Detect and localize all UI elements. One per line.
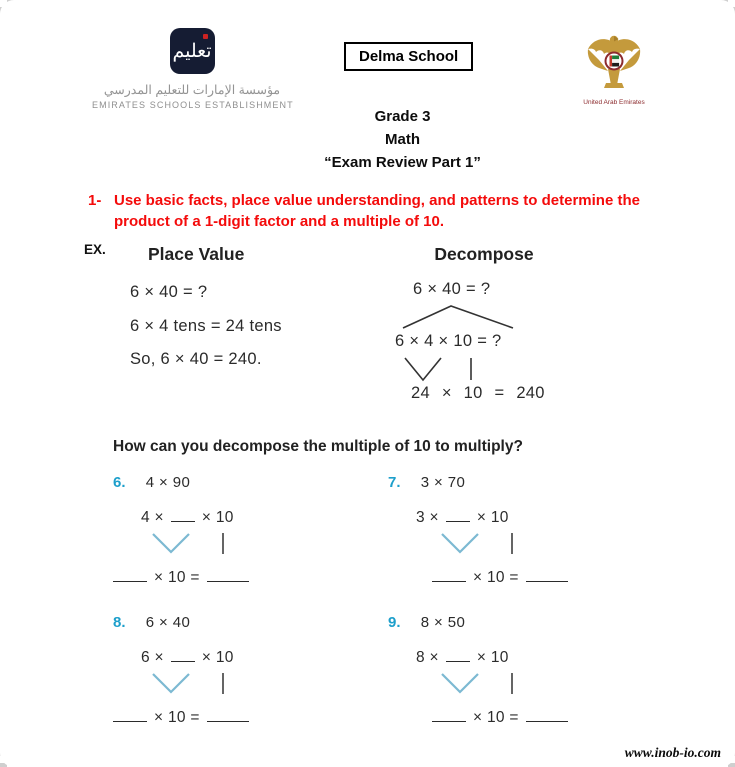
ese-english-name: EMIRATES SCHOOLS ESTABLISHMENT bbox=[92, 100, 294, 110]
logo-red-dot-icon bbox=[203, 34, 208, 39]
problem-8 bbox=[113, 614, 353, 744]
problem-9 bbox=[388, 614, 628, 744]
answer-blank bbox=[526, 568, 568, 582]
factor-text: 3 × bbox=[416, 509, 439, 526]
ese-calligraphy-box bbox=[170, 28, 215, 74]
branch-lines bbox=[432, 530, 562, 558]
times-ten-text: × 10 bbox=[476, 649, 509, 666]
ese-arabic-name: مؤسسة الإمارات للتعليم المدرسي bbox=[103, 83, 281, 97]
uae-falcon-icon bbox=[585, 33, 643, 93]
school-name: Delma School bbox=[359, 48, 459, 65]
answer-blank bbox=[113, 568, 147, 582]
place-value-title: Place Value bbox=[148, 244, 245, 264]
times-ten-text: × 10 bbox=[201, 649, 234, 666]
answer-blank bbox=[432, 708, 466, 722]
ese-calligraphy-text: تعليم bbox=[172, 40, 212, 62]
answer-blank bbox=[207, 568, 249, 582]
decompose-row bbox=[416, 508, 509, 527]
problem-expression: 4 × 90 bbox=[145, 474, 191, 491]
branch-lines bbox=[143, 670, 273, 698]
times-ten-text: × 10 bbox=[201, 509, 234, 526]
answer-blank bbox=[113, 708, 147, 722]
factor-text: 4 × bbox=[141, 509, 164, 526]
instruction-text: Use basic facts, place value understanding, and patterns to determine the product of a 1-digit factor and a multiple of 10. bbox=[114, 192, 640, 230]
answer-blank bbox=[171, 648, 195, 662]
ese-logo bbox=[92, 28, 292, 110]
factor-text: 6 × bbox=[141, 649, 164, 666]
problem-number: 8. bbox=[113, 614, 126, 631]
answer-blank bbox=[526, 708, 568, 722]
decompose-merge-lines bbox=[395, 356, 515, 382]
decompose-row bbox=[416, 648, 509, 667]
answer-blank bbox=[446, 648, 470, 662]
decompose-title: Decompose bbox=[434, 244, 534, 264]
branch-lines bbox=[143, 530, 273, 558]
place-value-example bbox=[130, 244, 282, 377]
uae-flag-icon bbox=[610, 56, 620, 67]
subject-line: Math bbox=[385, 131, 420, 148]
answer-row bbox=[113, 708, 249, 727]
problem-expression: 3 × 70 bbox=[420, 474, 466, 491]
problem-number: 6. bbox=[113, 474, 126, 491]
decompose-row bbox=[141, 508, 234, 527]
instruction-number: 1- bbox=[88, 192, 102, 209]
problem-expression: 6 × 40 bbox=[145, 614, 191, 631]
times-ten-equals-text: × 10 = bbox=[154, 569, 200, 586]
problem-number: 7. bbox=[388, 474, 401, 491]
exam-title-line: “Exam Review Part 1” bbox=[324, 154, 481, 171]
place-value-line: 6 × 4 tens = 24 tens bbox=[130, 316, 282, 335]
answer-blank bbox=[432, 568, 466, 582]
times-ten-equals-text: × 10 = bbox=[473, 709, 519, 726]
branch-lines bbox=[432, 670, 562, 698]
example-label: EX. bbox=[84, 242, 106, 257]
problem-expression: 8 × 50 bbox=[420, 614, 466, 631]
factor-text: 8 × bbox=[416, 649, 439, 666]
instruction-1 bbox=[88, 190, 689, 232]
uae-emblem-caption: United Arab Emirates bbox=[583, 99, 645, 106]
problem-7 bbox=[388, 474, 628, 604]
question-prompt: How can you decompose the multiple of 10 to multiply? bbox=[113, 438, 523, 455]
times-ten-equals-text: × 10 = bbox=[473, 569, 519, 586]
times-ten-equals-text: × 10 = bbox=[154, 709, 200, 726]
school-name-box bbox=[344, 42, 473, 71]
problem-number: 9. bbox=[388, 614, 401, 631]
decompose-line: 24 × 10 = 240 bbox=[411, 384, 545, 402]
answer-blank bbox=[171, 508, 195, 522]
decompose-line: 6 × 40 = ? bbox=[413, 280, 491, 298]
answer-row bbox=[432, 568, 568, 587]
decompose-row bbox=[141, 648, 234, 667]
place-value-line: 6 × 40 = ? bbox=[130, 283, 208, 301]
decompose-example bbox=[395, 244, 605, 414]
decompose-split-lines bbox=[401, 304, 521, 330]
uae-emblem bbox=[582, 33, 646, 106]
grade-line: Grade 3 bbox=[374, 108, 431, 125]
problem-6 bbox=[113, 474, 353, 604]
times-ten-text: × 10 bbox=[476, 509, 509, 526]
answer-blank bbox=[207, 708, 249, 722]
watermark-url: www.inob-io.com bbox=[624, 745, 721, 760]
answer-blank bbox=[446, 508, 470, 522]
document-title bbox=[70, 108, 735, 177]
decompose-line: 6 × 4 × 10 = ? bbox=[395, 332, 502, 350]
answer-row bbox=[113, 568, 249, 587]
answer-row bbox=[432, 708, 568, 727]
place-value-line: So, 6 × 40 = 240. bbox=[130, 350, 262, 368]
